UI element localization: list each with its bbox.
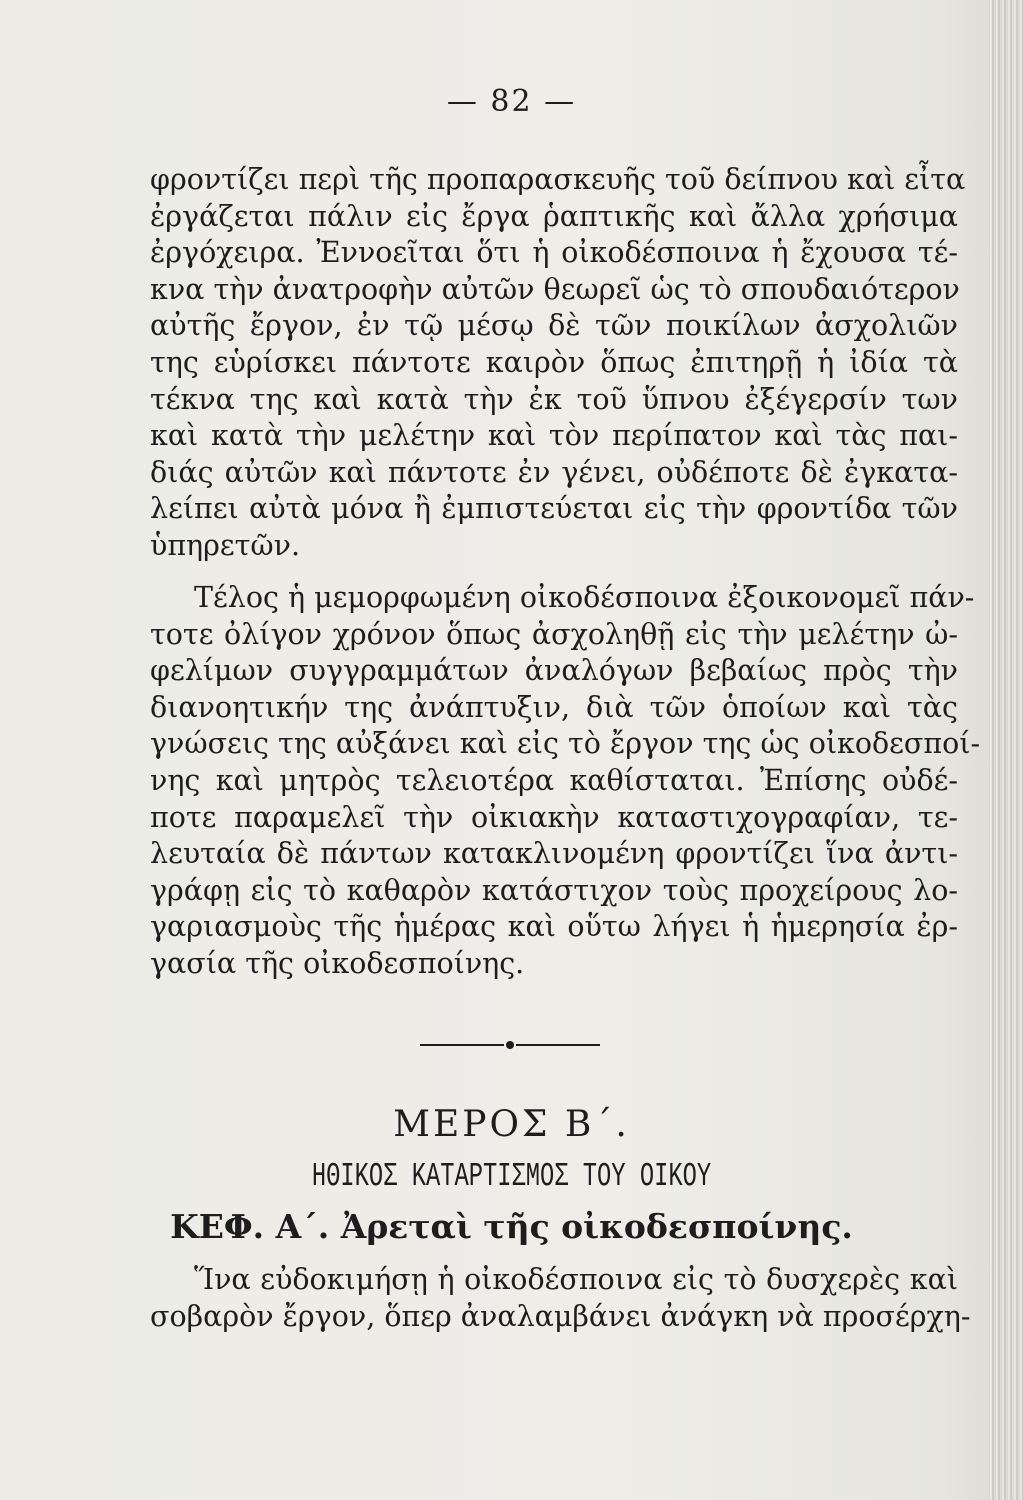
part-title: ΜΕΡΟΣ Β΄. — [393, 1104, 630, 1145]
text-line: ἐργόχειρα. Ἐννοεῖται ὅτι ἡ οἰκοδέσποινα ἡ ἔχουσα τέ- — [150, 236, 958, 270]
text-line: ποτε παραμελεῖ τὴν οἰκιακὴν καταστιχογραφίαν, τε- — [150, 800, 958, 834]
page-number: — 82 — — [446, 84, 577, 119]
page-edge-shadow — [989, 0, 1023, 1500]
text-line: σοβαρὸν ἔργον, ὅπερ ἀναλαμβάνει ἀνάγκη νὰ προσέρχη- — [150, 1299, 971, 1333]
chapter-title: ΚΕΦ. Α΄. Ἀρεταὶ τῆς οἰκοδεσποίνης. — [170, 1207, 853, 1246]
text-line: γράφῃ εἰς τὸ καθαρὸν κατάστιχον τοὺς προχείρους λο- — [150, 873, 958, 907]
paragraph-1 — [150, 162, 966, 565]
text-line: γασία τῆς οἰκοδεσποίνης. — [150, 946, 525, 980]
text-line: διανοητικήν της ἀνάπτυξιν, διὰ τῶν ὁποίων καὶ τὰς — [150, 690, 958, 724]
divider-dot — [506, 1041, 514, 1049]
text-line: νης καὶ μητρὸς τελειοτέρα καθίσταται. Ἐπίσης οὐδέ- — [150, 763, 958, 797]
divider-line-right — [516, 1044, 600, 1046]
text-line: φελίμων συγγραμμάτων ἀναλόγων βεβαίως πρὸς τὴν — [150, 654, 958, 688]
text-line: αὐτῆς ἔργον, ἐν τῷ μέσῳ δὲ τῶν ποικίλων ἀσχολιῶν — [150, 309, 958, 343]
text-line: Τέλος ἡ μεμορφωμένη οἰκοδέσποινα ἐξοικονομεῖ πάν- — [194, 581, 975, 614]
text-line: ἐργάζεται πάλιν εἰς ἔργα ῥαπτικῆς καὶ ἄλλα χρήσιμα — [150, 199, 958, 233]
text-line: γαριασμοὺς τῆς ἡμέρας καὶ οὕτω λήγει ἡ ἡμερησία ἐρ- — [150, 910, 958, 944]
text-line: λευταία δὲ πάντων κατακλινομένη φροντίζει ἵνα ἀντι- — [150, 837, 958, 871]
text-line: Ἵνα εὐδοκιμήσῃ ἡ οἰκοδέσποινα εἰς τὸ δυσχερὲς καὶ — [194, 1263, 958, 1296]
text-line: ὑπηρετῶν. — [150, 528, 301, 562]
text-line: γνώσεις της αὐξάνει καὶ εἰς τὸ ἔργον της ὡς οἰκοδεσποί- — [150, 727, 981, 761]
text-line: της εὑρίσκει πάντοτε καιρὸν ὅπως ἐπιτηρῇ ἡ ἰδία τὰ — [150, 345, 958, 379]
text-line: τέκνα της καὶ κατὰ τὴν ἐκ τοῦ ὕπνου ἐξέγερσίν των — [150, 382, 958, 416]
text-line: καὶ κατὰ τὴν μελέτην καὶ τὸν περίπατον καὶ τὰς παι- — [150, 419, 958, 453]
section-divider-ornament — [420, 1040, 600, 1050]
paragraph-2 — [150, 580, 981, 983]
text-line: διάς αὐτῶν καὶ πάντοτε ἐν γένει, οὐδέποτε δὲ ἐγκατα- — [150, 455, 958, 489]
text-line: τοτε ὀλίγον χρόνον ὅπως ἀσχοληθῇ εἰς τὴν μελέτην ὠ- — [150, 617, 958, 651]
section-title: ΗΘΙΚΟΣ ΚΑΤΑΡΤΙΣΜΟΣ ΤΟΥ ΟΙΚΟΥ — [311, 1158, 712, 1195]
text-line: λείπει αὐτὰ μόνα ἢ ἐμπιστεύεται εἰς τὴν φροντίδα τῶν — [150, 492, 958, 526]
paragraph-3 — [150, 1262, 971, 1335]
text-line: φροντίζει περὶ τῆς προπαρασκευῆς τοῦ δείπνου καὶ εἶτα — [150, 163, 966, 196]
text-line: κνα τὴν ἀνατροφὴν αὐτῶν θεωρεῖ ὡς τὸ σπουδαιότερον — [150, 272, 960, 306]
divider-line-left — [420, 1044, 504, 1046]
